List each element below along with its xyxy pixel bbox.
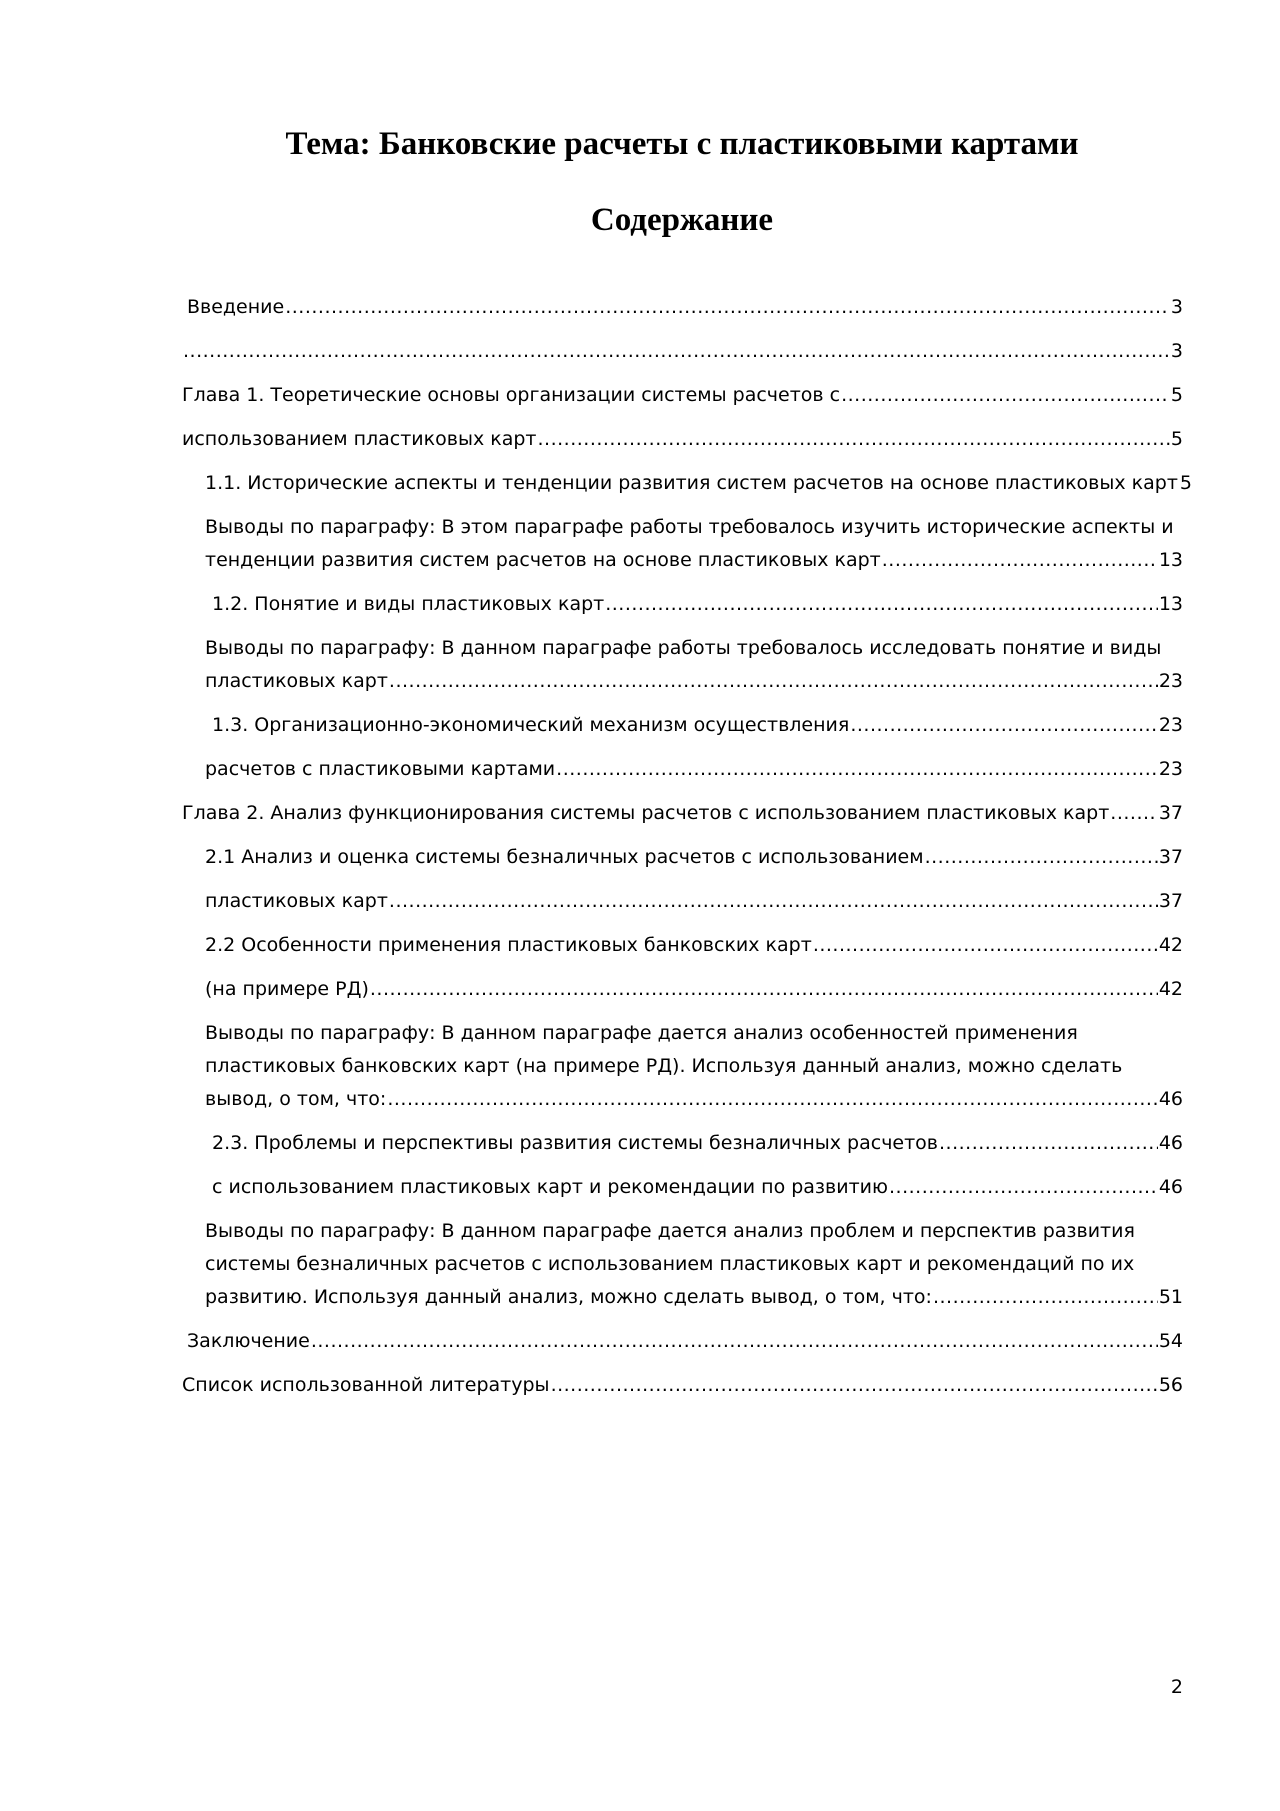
toc-entry-text: 1.2. Понятие и виды пластиковых карт [212,593,605,615]
toc-leader [389,672,1158,691]
toc-entry-conclusion-1-2[interactable] [205,672,1183,696]
toc-leader [538,430,1170,449]
toc-entry-conclusion[interactable] [187,1332,1183,1356]
toc-entry-section-2-2[interactable] [205,936,1183,960]
toc-entry-text: 1.1. Исторические аспекты и тенденции развития систем расчетов на основе пластиковых карт [205,472,1178,494]
toc-entry-section-2-2-cont[interactable] [205,980,1183,1004]
toc-entry-text: Глава 2. Анализ функционирования системы расчетов с использованием пластиковых карт [182,802,1110,824]
toc-entry-text: 1.3. Организационно-экономический механизм осуществления [212,714,850,736]
toc-entry-conclusion-1-1-line-1: Выводы по параграфу: В этом параграфе работы требовалось изучить исторические аспекты и [205,516,1174,538]
toc-page-number: 56 [1158,1374,1183,1396]
toc-entry-chapter-1-cont[interactable] [182,430,1183,454]
toc-entry-conclusion-2-3-line-2: системы безналичных расчетов с использованием пластиковых карт и рекомендаций по их [205,1253,1135,1275]
toc-leader [370,980,1158,999]
toc-page-number: 3 [1170,340,1183,362]
toc-entry-text: 2.2 Особенности применения пластиковых банковских карт [205,934,812,956]
toc-entry-text: расчетов с пластиковыми картами [205,758,556,780]
toc-entry-text: развитию. Используя данный анализ, можно сделать вывод, о том, что: [205,1286,932,1308]
page-number: 2 [1170,1676,1183,1698]
toc-entry-empty[interactable] [182,342,1183,366]
toc-entry-section-1-1[interactable] [205,472,1192,498]
toc-entry-bibliography[interactable] [182,1376,1183,1400]
toc-entry-section-2-3[interactable] [212,1134,1183,1158]
document-title: Тема: Банковские расчеты с пластиковыми картами [285,126,1079,162]
toc-entry-conclusion-2-2-line-2: пластиковых банковских карт (на примере РД). Используя данный анализ, можно сделать [205,1055,1123,1077]
toc-leader [925,848,1158,867]
toc-page-number: 5 [1170,384,1183,406]
toc-leader [841,386,1170,405]
toc-entry-section-2-1[interactable] [205,848,1183,872]
toc-leader [813,936,1158,955]
toc-leader [389,892,1158,911]
toc-entry-section-2-3-cont[interactable] [212,1178,1183,1202]
toc-leader [311,1332,1158,1351]
toc-entry-section-1-2[interactable] [212,595,1183,619]
toc-page-number: 3 [1170,296,1183,318]
toc-entry-text: Список использованной литературы [182,1374,550,1396]
toc-heading: Содержание [590,202,774,238]
toc-leader [183,342,1170,361]
toc-leader [939,1134,1158,1153]
toc-entry-conclusion-2-2[interactable] [205,1090,1183,1114]
toc-entry-conclusion-1-2-line-1: Выводы по параграфу: В данном параграфе работы требовалось исследовать понятие и виды [205,637,1162,659]
toc-page-number: 37 [1158,890,1183,912]
toc-page-number: 37 [1158,846,1183,868]
toc-entry-text: пластиковых карт [205,890,388,912]
toc-entry-text: Заключение [187,1330,310,1352]
toc-leader [387,1090,1157,1109]
toc-entry-text: пластиковых карт [205,670,388,692]
toc-entry-text: с использованием пластиковых карт и рекомендации по развитию [212,1176,888,1198]
toc-page-number: 37 [1158,802,1183,824]
toc-entry-conclusion-2-2-line-1: Выводы по параграфу: В данном параграфе дается анализ особенностей применения [205,1022,1078,1044]
toc-leader [850,716,1157,735]
toc-leader [882,551,1158,570]
toc-leader [889,1178,1158,1197]
toc-entry-conclusion-1-1[interactable] [205,551,1183,575]
toc-page-number: 46 [1158,1132,1183,1154]
toc-entry-text: (на примере РД) [205,978,369,1000]
toc-page-number: 46 [1158,1176,1183,1198]
toc-entry-text: тенденции развития систем расчетов на основе пластиковых карт [205,549,881,571]
toc-entry-conclusion-2-3[interactable] [205,1288,1183,1312]
toc-entry-conclusion-2-3-line-1: Выводы по параграфу: В данном параграфе дается анализ проблем и перспектив развития [205,1220,1135,1242]
toc-entry-text: 2.1 Анализ и оценка системы безналичных расчетов с использованием [205,846,924,868]
toc-page-number: 42 [1158,978,1183,1000]
toc-leader [1110,804,1158,823]
toc-leader [933,1288,1158,1307]
toc-leader [605,595,1158,614]
toc-leader [285,298,1170,317]
toc-page-number: 42 [1158,934,1183,956]
toc-entry-section-1-3[interactable] [212,716,1183,740]
toc-entry-text: Глава 1. Теоретические основы организации системы расчетов с [182,384,841,406]
toc-page-number: 5 [1179,472,1192,494]
toc-entry-chapter-2[interactable] [182,804,1183,828]
toc-entry-text: Введение [187,296,285,318]
toc-page-number: 23 [1158,758,1183,780]
toc-entry-section-1-3-cont[interactable] [205,760,1183,784]
toc-page-number: 54 [1158,1330,1183,1352]
toc-leader [551,1376,1158,1395]
toc-page-number: 23 [1158,670,1183,692]
toc-entry-chapter-1[interactable] [182,386,1183,410]
toc-page-number: 13 [1158,593,1183,615]
toc-entry-text: вывод, о том, что: [205,1088,387,1110]
toc-leader [556,760,1158,779]
toc-page-number: 46 [1158,1088,1183,1110]
toc-entry-text: 2.3. Проблемы и перспективы развития системы безналичных расчетов [212,1132,939,1154]
toc-entry-introduction[interactable] [187,298,1183,322]
toc-entry-section-2-1-cont[interactable] [205,892,1183,916]
toc-entry-text: использованием пластиковых карт [182,428,537,450]
toc-page-number: 23 [1158,714,1183,736]
toc-page-number: 5 [1170,428,1183,450]
toc-page-number: 13 [1158,549,1183,571]
toc-page-number: 51 [1158,1286,1183,1308]
